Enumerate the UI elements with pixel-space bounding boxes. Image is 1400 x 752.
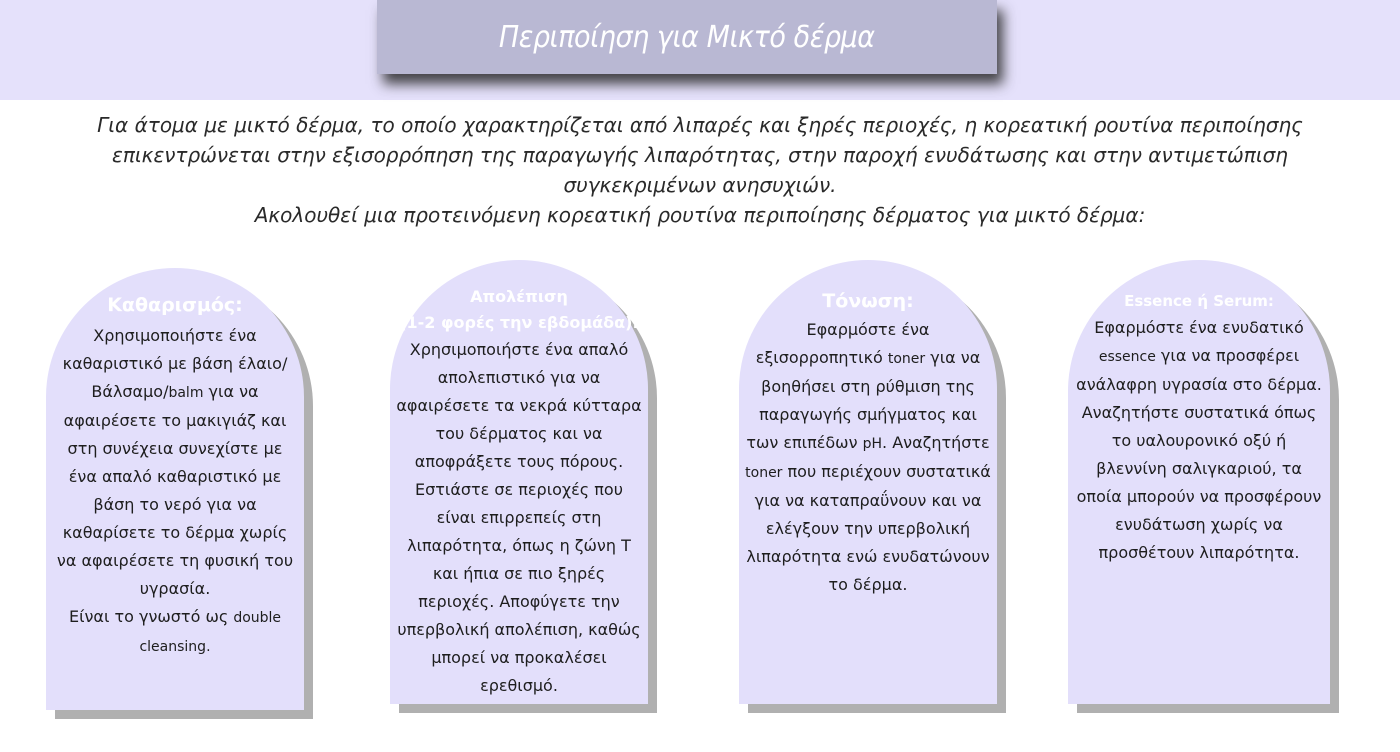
card-title-cleansing: Καθαρισμός:	[107, 294, 243, 316]
card-title-essence-serum: Essence ή Serum:	[1124, 292, 1274, 310]
body-text: Εφαρμόστε ένα ενυδατικό	[1094, 318, 1304, 337]
body-text-latin: balm	[168, 385, 204, 401]
body-text-latin: toner	[745, 465, 783, 481]
body-text-latin: essence	[1098, 349, 1156, 365]
body-text: για να βοηθήσει στη ρύθμιση της παραγωγής σμήγματος και των επιπέδων	[746, 348, 981, 452]
card-cleansing	[46, 268, 304, 710]
body-text: . Αναζητήστε	[882, 433, 990, 452]
card-body-exfoliation: Χρησιμοποιήστε ένα απαλό απολεπιστικό για να αφαιρέσετε τα νεκρά κύτταρα του δέρματος και να αποφράξετε τους πόρους. Εστιάστε σε περιοχές που είναι επιρρεπείς στη λιπαρότητα, όπως η ζώνη T και ήπια σε πιο ξηρές περιοχές. Αποφύγετε την υπερβολική απολέπιση, καθώς μπορεί να προκαλέσει ερεθισμό.	[396, 340, 642, 695]
body-text: για να αφαιρέσετε το μακιγιάζ και στη συνέχεια συνεχίστε με ένα απαλό καθαριστικό με βάση το νερό για να καθαρίσετε το δέρμα χωρίς να αφαιρέσετε τη φυσική του υγρασία.	[56, 382, 294, 598]
body-text: για να προσφέρει ανάλαφρη υγρασία στο δέρμα. Αναζητήστε συστατικά όπως το υαλουρονικό οξύ ή βλεννίνη σαλιγκαριού, τα οποία μπορούν να προσφέρουν ενυδάτωση χωρίς να προσθέτουν λιπαρότητα.	[1076, 346, 1322, 562]
card-subtitle-exfoliation: (1-2 φορές την εβδομάδα):	[399, 313, 639, 332]
card-title-toning: Τόνωση:	[822, 290, 914, 312]
card-exfoliation	[390, 260, 648, 704]
body-text: Είναι το γνωστό ως	[68, 607, 234, 626]
body-text-latin: double cleansing.	[139, 610, 282, 655]
card-body-essence-serum	[1074, 314, 1324, 567]
intro-routine-line: Ακολουθεί μια προτεινόμενη κορεατική ρουτίνα περιποίησης δέρματος για μικτό δέρμα:	[254, 203, 1146, 227]
body-text: Εφαρμόστε ένα εξισορροπητικό	[755, 320, 930, 367]
intro-text	[60, 110, 1340, 230]
card-title-exfoliation: Απολέπιση	[470, 287, 568, 306]
body-text-latin: toner	[887, 351, 926, 367]
card-body-toning	[745, 316, 991, 599]
title-banner	[377, 0, 997, 74]
body-text: Χρησιμοποιήστε ένα καθαριστικό με βάση έλαιο/Βάλσαμο/	[62, 326, 288, 401]
card-body-cleansing	[52, 322, 298, 661]
card-toning	[739, 260, 997, 704]
intro-paragraph: Για άτομα με μικτό δέρμα, το οποίο χαρακτηρίζεται από λιπαρές και ξηρές περιοχές, η κορεατική ρουτίνα περιποίησης επικεντρώνεται στην εξισορρόπηση της παραγωγής λιπαρότητας, στην παροχή ενυδάτωσης και στην αντιμετώπιση συγκεκριμένων ανησυχιών.	[97, 113, 1303, 197]
body-text: που περιέχουν συστατικά για να καταπραΰνουν και να ελέγξουν την υπερβολική λιπαρότητα ενώ ενυδατώνουν το δέρμα.	[746, 462, 991, 594]
page-title: Περιποίηση για Μικτό δέρμα	[499, 19, 875, 55]
card-essence-serum	[1068, 260, 1330, 704]
body-text-latin: pH	[862, 436, 883, 452]
